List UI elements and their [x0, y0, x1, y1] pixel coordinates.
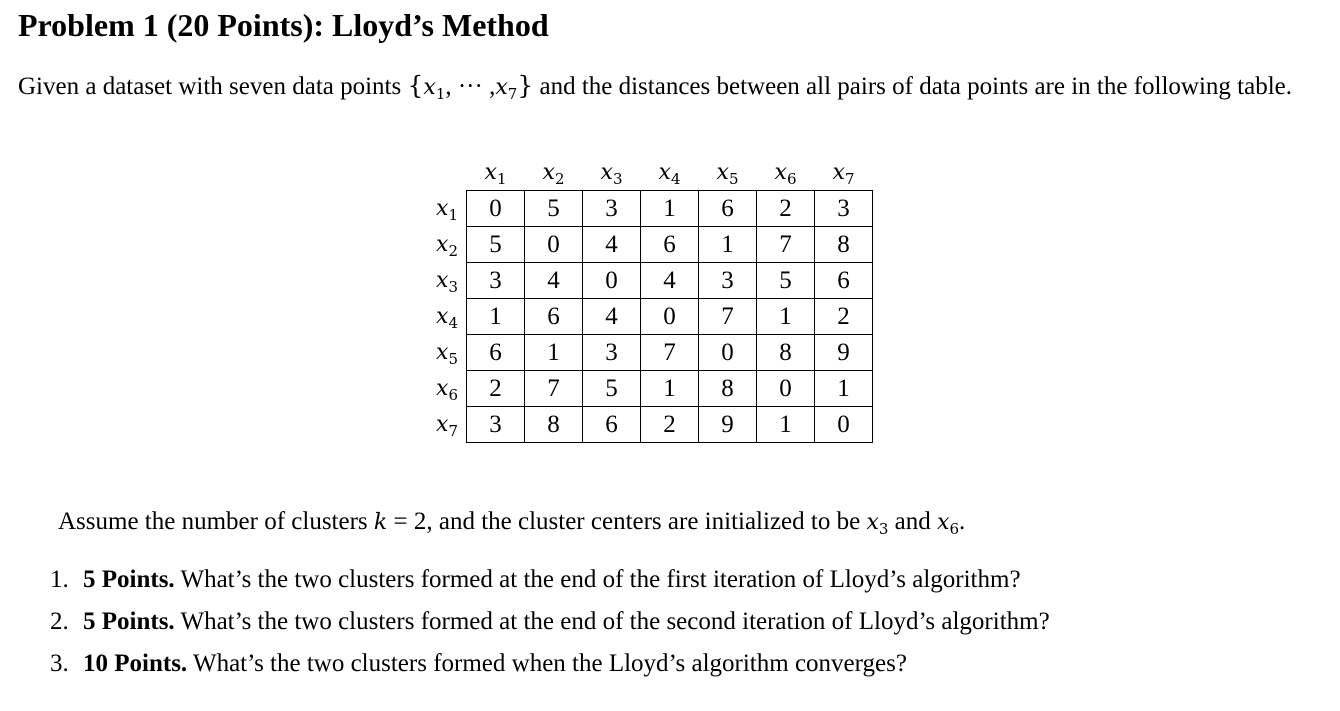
- distance-cell: 8: [525, 407, 583, 443]
- intro-text-before: Given a dataset with seven data points: [18, 73, 408, 100]
- distance-cell: 2: [467, 371, 525, 407]
- question-text: What’s the two clusters formed when the Lloyd’s algorithm converges?: [187, 650, 907, 677]
- row-header: $x_2$: [436, 231, 458, 260]
- distance-cell: 0: [815, 407, 873, 443]
- distance-cell: 5: [583, 371, 641, 407]
- distance-cell: 5: [467, 227, 525, 263]
- distance-cell: 9: [815, 335, 873, 371]
- table-row: [400, 263, 873, 299]
- distance-cell: 4: [525, 263, 583, 299]
- table-row: [400, 299, 873, 335]
- distance-cell: 4: [583, 299, 641, 335]
- assume-end: .: [958, 508, 966, 535]
- distance-cell: 3: [815, 191, 873, 227]
- question-text: What’s the two clusters formed at the end of the second iteration of Lloyd’s algorithm?: [174, 608, 1050, 635]
- distance-cell: 4: [641, 263, 699, 299]
- problem-title: Problem 1 (20 Points): Lloyd’s Method: [18, 7, 549, 43]
- row-header: $x_7$: [436, 411, 458, 440]
- center-2-sub: 6: [949, 520, 959, 538]
- set-last-var: x: [495, 75, 508, 100]
- distance-cell: 1: [757, 407, 815, 443]
- distance-cell: 6: [699, 191, 757, 227]
- question-points: 10 Points.: [83, 650, 188, 677]
- assume-text-2: = 2, and the cluster centers are initialized to be: [387, 508, 867, 535]
- distance-cell: 0: [525, 227, 583, 263]
- question-number: 1.: [50, 566, 69, 593]
- column-header: $x_5$: [716, 160, 739, 188]
- question-list: [50, 563, 1050, 689]
- distance-cell: 3: [583, 335, 641, 371]
- question-number: 3.: [50, 650, 69, 677]
- question-points: 5 Points.: [83, 566, 175, 593]
- distance-cell: 8: [699, 371, 757, 407]
- distance-cell: 1: [467, 299, 525, 335]
- question-number: 2.: [50, 608, 69, 635]
- table-row: [400, 191, 873, 227]
- set-last-sub: 7: [507, 85, 518, 103]
- distance-cell: 8: [815, 227, 873, 263]
- distance-cell: 8: [757, 335, 815, 371]
- distance-table: [400, 156, 873, 443]
- distance-cell: 1: [641, 191, 699, 227]
- column-header: $x_4$: [658, 160, 681, 188]
- distance-cell: 3: [583, 191, 641, 227]
- table-row: [400, 227, 873, 263]
- table-corner: [400, 156, 467, 191]
- column-header: $x_2$: [542, 160, 565, 188]
- set-close-brace: }: [517, 71, 534, 100]
- distance-cell: 1: [641, 371, 699, 407]
- distance-cell: 6: [815, 263, 873, 299]
- distance-cell: 7: [641, 335, 699, 371]
- row-header: $x_3$: [436, 267, 458, 296]
- distance-cell: 2: [641, 407, 699, 443]
- distance-cell: 5: [757, 263, 815, 299]
- set-first-var: x: [423, 75, 436, 100]
- question-item: [50, 647, 1050, 689]
- set-separator: , ··· ,: [445, 73, 496, 100]
- distance-cell: 1: [757, 299, 815, 335]
- distance-cell: 7: [699, 299, 757, 335]
- question-text: What’s the two clusters formed at the end of the first iteration of Lloyd’s algorithm?: [174, 566, 1021, 593]
- distance-cell: 6: [467, 335, 525, 371]
- row-header: $x_4$: [436, 303, 458, 332]
- table-row: [400, 371, 873, 407]
- row-header: $x_1$: [436, 195, 458, 224]
- distance-cell: 6: [525, 299, 583, 335]
- distance-cell: 6: [583, 407, 641, 443]
- column-header: $x_7$: [832, 160, 855, 188]
- distance-cell: 0: [699, 335, 757, 371]
- distance-cell: 0: [757, 371, 815, 407]
- distance-cell: 7: [757, 227, 815, 263]
- distance-cell: 3: [699, 263, 757, 299]
- column-header: $x_3$: [600, 160, 623, 188]
- set-open-brace: {: [407, 71, 424, 100]
- assume-and: and: [888, 508, 938, 535]
- question-item: [50, 605, 1050, 647]
- distance-cell: 1: [815, 371, 873, 407]
- distance-cell: 2: [815, 299, 873, 335]
- assume-text: Assume the number of clusters: [58, 508, 374, 535]
- distance-cell: 2: [757, 191, 815, 227]
- distance-cell: 9: [699, 407, 757, 443]
- distance-cell: 5: [525, 191, 583, 227]
- distance-cell: 4: [583, 227, 641, 263]
- intro-text-after: and the distances between all pairs of data points are in the following table.: [533, 73, 1293, 100]
- distance-cell: 0: [467, 191, 525, 227]
- center-1-var: x: [866, 510, 879, 535]
- distance-cell: 3: [467, 263, 525, 299]
- set-first-sub: 1: [435, 85, 446, 103]
- distance-cell: 0: [583, 263, 641, 299]
- distance-cell: 3: [467, 407, 525, 443]
- distance-cell: 0: [641, 299, 699, 335]
- table-header-row: [400, 156, 873, 191]
- question-item: [50, 563, 1050, 605]
- problem-intro: [18, 70, 1308, 110]
- question-points: 5 Points.: [83, 608, 175, 635]
- table-row: [400, 407, 873, 443]
- assumption-statement: [58, 505, 965, 546]
- distance-cell: 1: [699, 227, 757, 263]
- center-1-sub: 3: [878, 520, 889, 538]
- distance-cell: 7: [525, 371, 583, 407]
- k-variable: k: [373, 510, 388, 535]
- distance-cell: 1: [525, 335, 583, 371]
- center-2-var: x: [937, 510, 950, 535]
- row-header: $x_5$: [436, 339, 458, 368]
- row-header: $x_6$: [436, 375, 458, 404]
- distance-cell: 6: [641, 227, 699, 263]
- column-header: $x_6$: [774, 160, 797, 188]
- table-row: [400, 335, 873, 371]
- column-header: $x_1$: [484, 160, 507, 188]
